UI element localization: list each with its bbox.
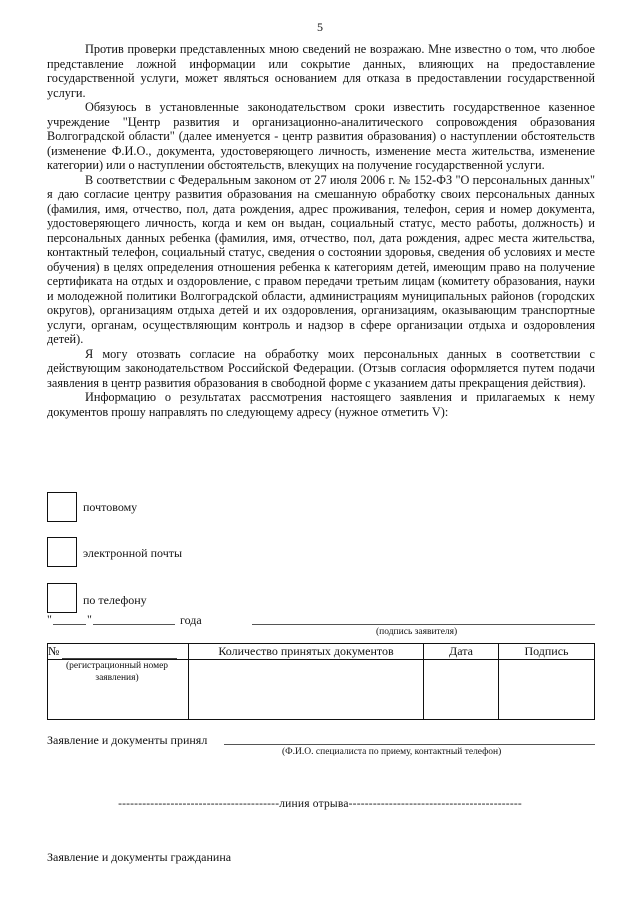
sign-cell[interactable] <box>499 660 595 720</box>
date-cell[interactable] <box>424 660 499 720</box>
col-date-header: Дата <box>424 644 499 660</box>
date-year-label: года <box>180 613 202 627</box>
cut-line: ----------------------------------------линия отрыва------------------------------------------- <box>118 798 522 810</box>
consent-text <box>47 42 595 419</box>
registration-table <box>47 643 595 720</box>
reg-number-field[interactable] <box>62 648 177 659</box>
date-quote-close: " <box>87 612 92 626</box>
option-label-email: электронной почты <box>83 546 183 560</box>
option-label-post: почтовому <box>83 500 138 514</box>
accepted-by-field[interactable] <box>224 744 595 745</box>
applicant-signature-field[interactable] <box>252 624 595 625</box>
docs-count-cell[interactable] <box>189 660 424 720</box>
col-docs-header: Количество принятых документов <box>189 644 424 660</box>
accepted-caption: (Ф.И.О. специалиста по приему, контактный телефон) <box>282 747 502 757</box>
citizen-label: Заявление и документы гражданина <box>47 850 232 864</box>
paragraph-verification: Против проверки представленных мною сведений не возражаю. Мне известно о том, что любое представление ложной информации или сокрытие данных, влияющих на предоставление государственной услуги, может являться основанием для отказа в предоставлении государственной услуги. <box>47 42 595 100</box>
col-sign-header: Подпись <box>499 644 595 660</box>
checkbox-post[interactable] <box>47 492 77 522</box>
date-day-field[interactable] <box>53 624 86 625</box>
date-quote-open: " <box>47 612 52 626</box>
paragraph-delivery: Информацию о результатах рассмотрения настоящего заявления и прилагаемых к нему документов прошу направлять по следующему адресу (нужное отметить V): <box>47 390 595 419</box>
checkbox-phone[interactable] <box>47 583 77 613</box>
paragraph-withdrawal: Я могу отозвать согласие на обработку моих персональных данных в соответствии с действующим законодательством Российской Федерации. (Отзыв согласия оформляется путем подачи заявления в центр развития образования в свободной форме с указанием даты прекращения действия). <box>47 346 595 390</box>
date-month-field[interactable] <box>93 624 175 625</box>
paragraph-obligation: Обязуюсь в установленные законодательством сроки известить государственное казенное учреждение "Центр развития и организационно-аналитического сопровождения образования Волгоградской области" (далее именуется - центр развития образования) о наступлении обстоятельств (изменение Ф.И.О., документа, удостоверяющего личность, изменение места жительства, изменение категории) или о наступлении обстоятельств, влекущих на получение государственной услуги. <box>47 100 595 172</box>
reg-number-cell[interactable] <box>48 644 189 660</box>
checkbox-email[interactable] <box>47 537 77 567</box>
reg-caption: (регистрационный номер заявления) <box>65 661 169 683</box>
no-header: № <box>48 644 60 658</box>
option-label-phone: по телефону <box>83 593 147 607</box>
paragraph-personal-data: В соответствии с Федеральным законом от 27 июля 2006 г. № 152-ФЗ "О персональных данных" я даю согласие центру развития образования на смешанную обработку своих персональных данных (фамилия, имя, отчество, пол, дата рождения, адрес проживания, телефон, серия и номер документа, удостоверяющего личность, когда и кем он выдан, социальный статус, место работы, должность) и персональных данных ребенка (фамилия, имя, отчество, пол, дата рождения, адрес места жительства, контактный телефон, социальный статус, сведения о состоянии здоровья, сведения об условиях и месте обучения) в целях определения отношения ребенка к категориям детей, имеющим право на получение сертификата на отдых и оздоровление, с правом передачи третьим лицам (комитету образования, науки и молодежной политики Волгоградской области, администрациям муниципальных районов (городских округов), организациям отдыха детей и их оздоровления, организациям, оказывающим транспортные услуги, органам, осуществляющим контроль и надзор в сфере организации отдыха и оздоровления детей). <box>47 172 595 346</box>
accepted-label: Заявление и документы принял <box>47 733 208 747</box>
signature-caption: (подпись заявителя) <box>376 627 458 637</box>
reg-caption-cell <box>48 660 189 720</box>
page-number: 5 <box>317 20 323 34</box>
